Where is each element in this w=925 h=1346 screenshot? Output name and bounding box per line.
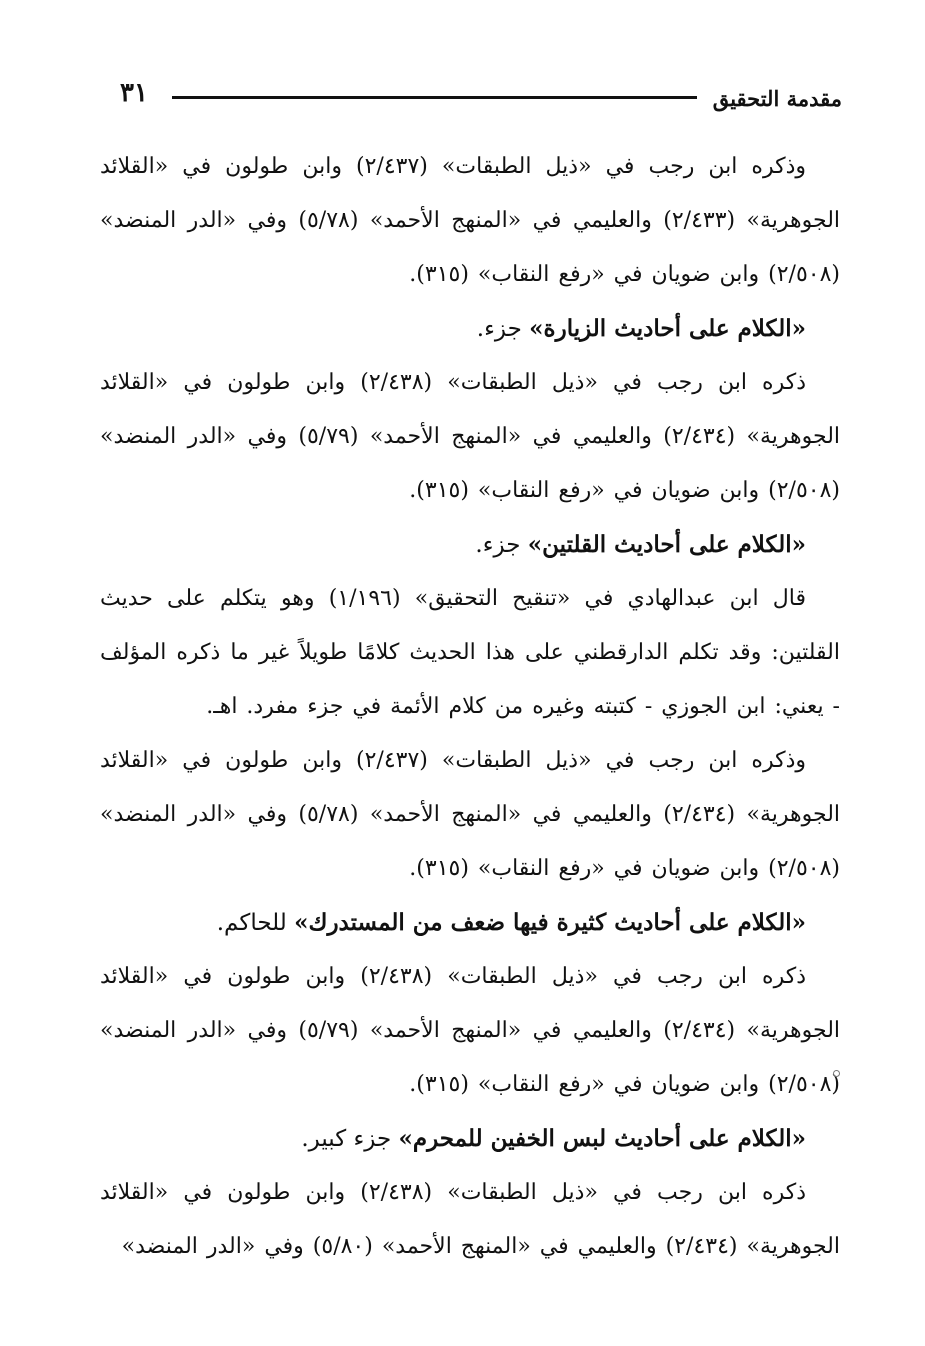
heading-title: «الكلام على أحاديث كثيرة فيها ضعف من المستدرك» [294, 909, 806, 936]
heading-rest: جزء. [476, 316, 530, 342]
heading-rest: للحاكم. [216, 910, 295, 936]
heading-title: «الكلام على أحاديث لبس الخفين للمحرم» [398, 1125, 806, 1152]
running-title: مقدمة التحقيق [712, 86, 842, 111]
page-body [100, 140, 840, 1274]
scan-speck [833, 1070, 840, 1077]
paragraph: ذكره ابن رجب في «ذيل الطبقات» (٢/٤٣٨) وابن طولون في «القلائد الجوهرية» (٢/٤٣٤) والعليمي في «المنهج الأحمد» (٥/٧٩) وفي «الدر المنضد» (٢/٥٠٨) وابن ضويان في «رفع النقاب» (٣١٥). [100, 370, 841, 503]
section-heading [100, 896, 840, 950]
paragraph: ذكره ابن رجب في «ذيل الطبقات» (٢/٤٣٨) وابن طولون في «القلائد الجوهرية» (٢/٤٣٤) والعليمي في «المنهج الأحمد» (٥/٨٠) وفي «الدر المنضد» [100, 1180, 840, 1259]
paragraph: وذكره ابن رجب في «ذيل الطبقات» (٢/٤٣٧) وابن طولون في «القلائد الجوهرية» (٢/٤٣٤) والعليمي في «المنهج الأحمد» (٥/٧٨) وفي «الدر المنضد» (٢/٥٠٨) وابن ضويان في «رفع النقاب» (٣١٥). [100, 748, 841, 881]
section-heading [100, 518, 840, 572]
heading-rest: جزء كبير. [301, 1126, 399, 1152]
heading-title: «الكلام على أحاديث الزيارة» [529, 315, 806, 342]
heading-rest: جزء. [475, 532, 528, 558]
section-heading [100, 1112, 840, 1166]
page-header [112, 78, 842, 114]
header-rule [172, 96, 697, 99]
heading-title: «الكلام على أحاديث القلتين» [527, 531, 806, 558]
section-heading [100, 302, 840, 356]
paragraph: وذكره ابن رجب في «ذيل الطبقات» (٢/٤٣٧) وابن طولون في «القلائد الجوهرية» (٢/٤٣٣) والعليمي في «المنهج الأحمد» (٥/٧٨) وفي «الدر المنضد» (٢/٥٠٨) وابن ضويان في «رفع النقاب» (٣١٥). [100, 154, 841, 287]
page-number: ٣١ [120, 78, 148, 108]
paragraph: ذكره ابن رجب في «ذيل الطبقات» (٢/٤٣٨) وابن طولون في «القلائد الجوهرية» (٢/٤٣٤) والعليمي في «المنهج الأحمد» (٥/٧٩) وفي «الدر المنضد» (٢/٥٠٨) وابن ضويان في «رفع النقاب» (٣١٥). [100, 964, 841, 1097]
paragraph: قال ابن عبدالهادي في «تنقيح التحقيق» (١/١٩٦) وهو يتكلم على حديث القلتين: وقد تكلم الدارقطني على هذا الحديث كلامًا طويلاً غير ما ذكره المؤلف - يعني: ابن الجوزي - كتبته وغيره من كلام الأئمة في جزء مفرد. اهـ. [100, 586, 840, 719]
